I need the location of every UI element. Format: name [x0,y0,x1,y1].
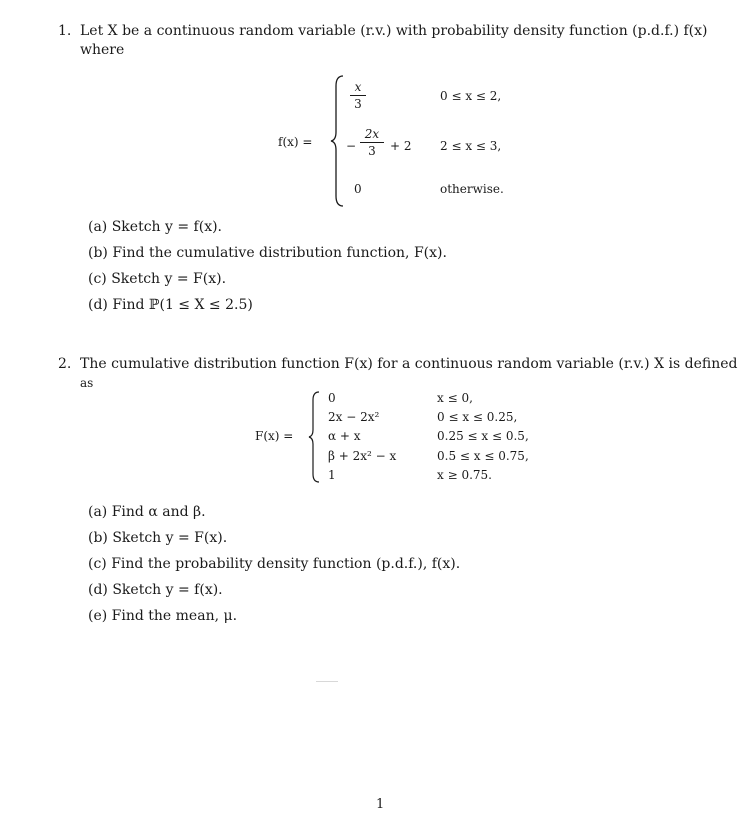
q2-part-d: (d) Sketch y = f(x). [88,582,223,598]
q1-case3-condition: otherwise. [440,182,504,196]
q2-part-c: (c) Find the probability density function (p.d.f.), f(x). [88,556,461,572]
q1-case2-prefix: − [346,139,357,153]
q2-case1-condition: x ≤ 0, [437,391,473,405]
q1-case2-suffix: + 2 [390,139,412,153]
q2-part-a: (a) Find α and β. [88,504,206,520]
q1-case1-condition: 0 ≤ x ≤ 2, [440,89,502,103]
q2-part-b: (b) Sketch y = F(x). [88,530,228,546]
q2-case3-expr: α + x [328,429,361,443]
q1-number: 1. [58,23,72,39]
q1-part-b: (b) Find the cumulative distribution function, F(x). [88,245,447,261]
q2-text-line2: as [80,376,94,390]
q2-text-line1: The cumulative distribution function F(x) for a continuous random variable (r.v.) X is defined [80,356,738,372]
q1-case1-expr: x 3 [350,80,366,111]
q2-case4-expr: β + 2x² − x [328,449,397,463]
q2-case3-condition: 0.25 ≤ x ≤ 0.5, [437,429,529,443]
q1-case2-condition: 2 ≤ x ≤ 3, [440,139,502,153]
q2-Fx-label: F(x) = [255,429,294,443]
q2-case5-expr: 1 [328,468,336,482]
q1-left-brace [330,74,346,208]
q1-text-line2: where [80,42,125,58]
q2-number: 2. [58,356,72,372]
scan-artifact [316,681,338,682]
q1-part-c: (c) Sketch y = F(x). [88,271,227,287]
q2-case5-condition: x ≥ 0.75. [437,468,492,482]
q2-left-brace [308,390,322,484]
q2-part-e: (e) Find the mean, μ. [88,608,238,624]
q2-case1-expr: 0 [328,391,336,405]
q1-text-line1: Let X be a continuous random variable (r.v.) with probability density function (p.d.f.) f(x) [80,23,708,39]
q2-case2-condition: 0 ≤ x ≤ 0.25, [437,410,518,424]
q1-part-a: (a) Sketch y = f(x). [88,219,223,235]
page-number: 1 [376,797,385,812]
q2-case2-expr: 2x − 2x² [328,410,380,424]
q1-case2-expr: 2x 3 [360,127,384,158]
q1-case3-expr: 0 [354,182,362,196]
q1-fx-label: f(x) = [278,135,313,149]
q1-part-d: (d) Find ℙ(1 ≤ X ≤ 2.5) [88,297,253,313]
q2-case4-condition: 0.5 ≤ x ≤ 0.75, [437,449,529,463]
